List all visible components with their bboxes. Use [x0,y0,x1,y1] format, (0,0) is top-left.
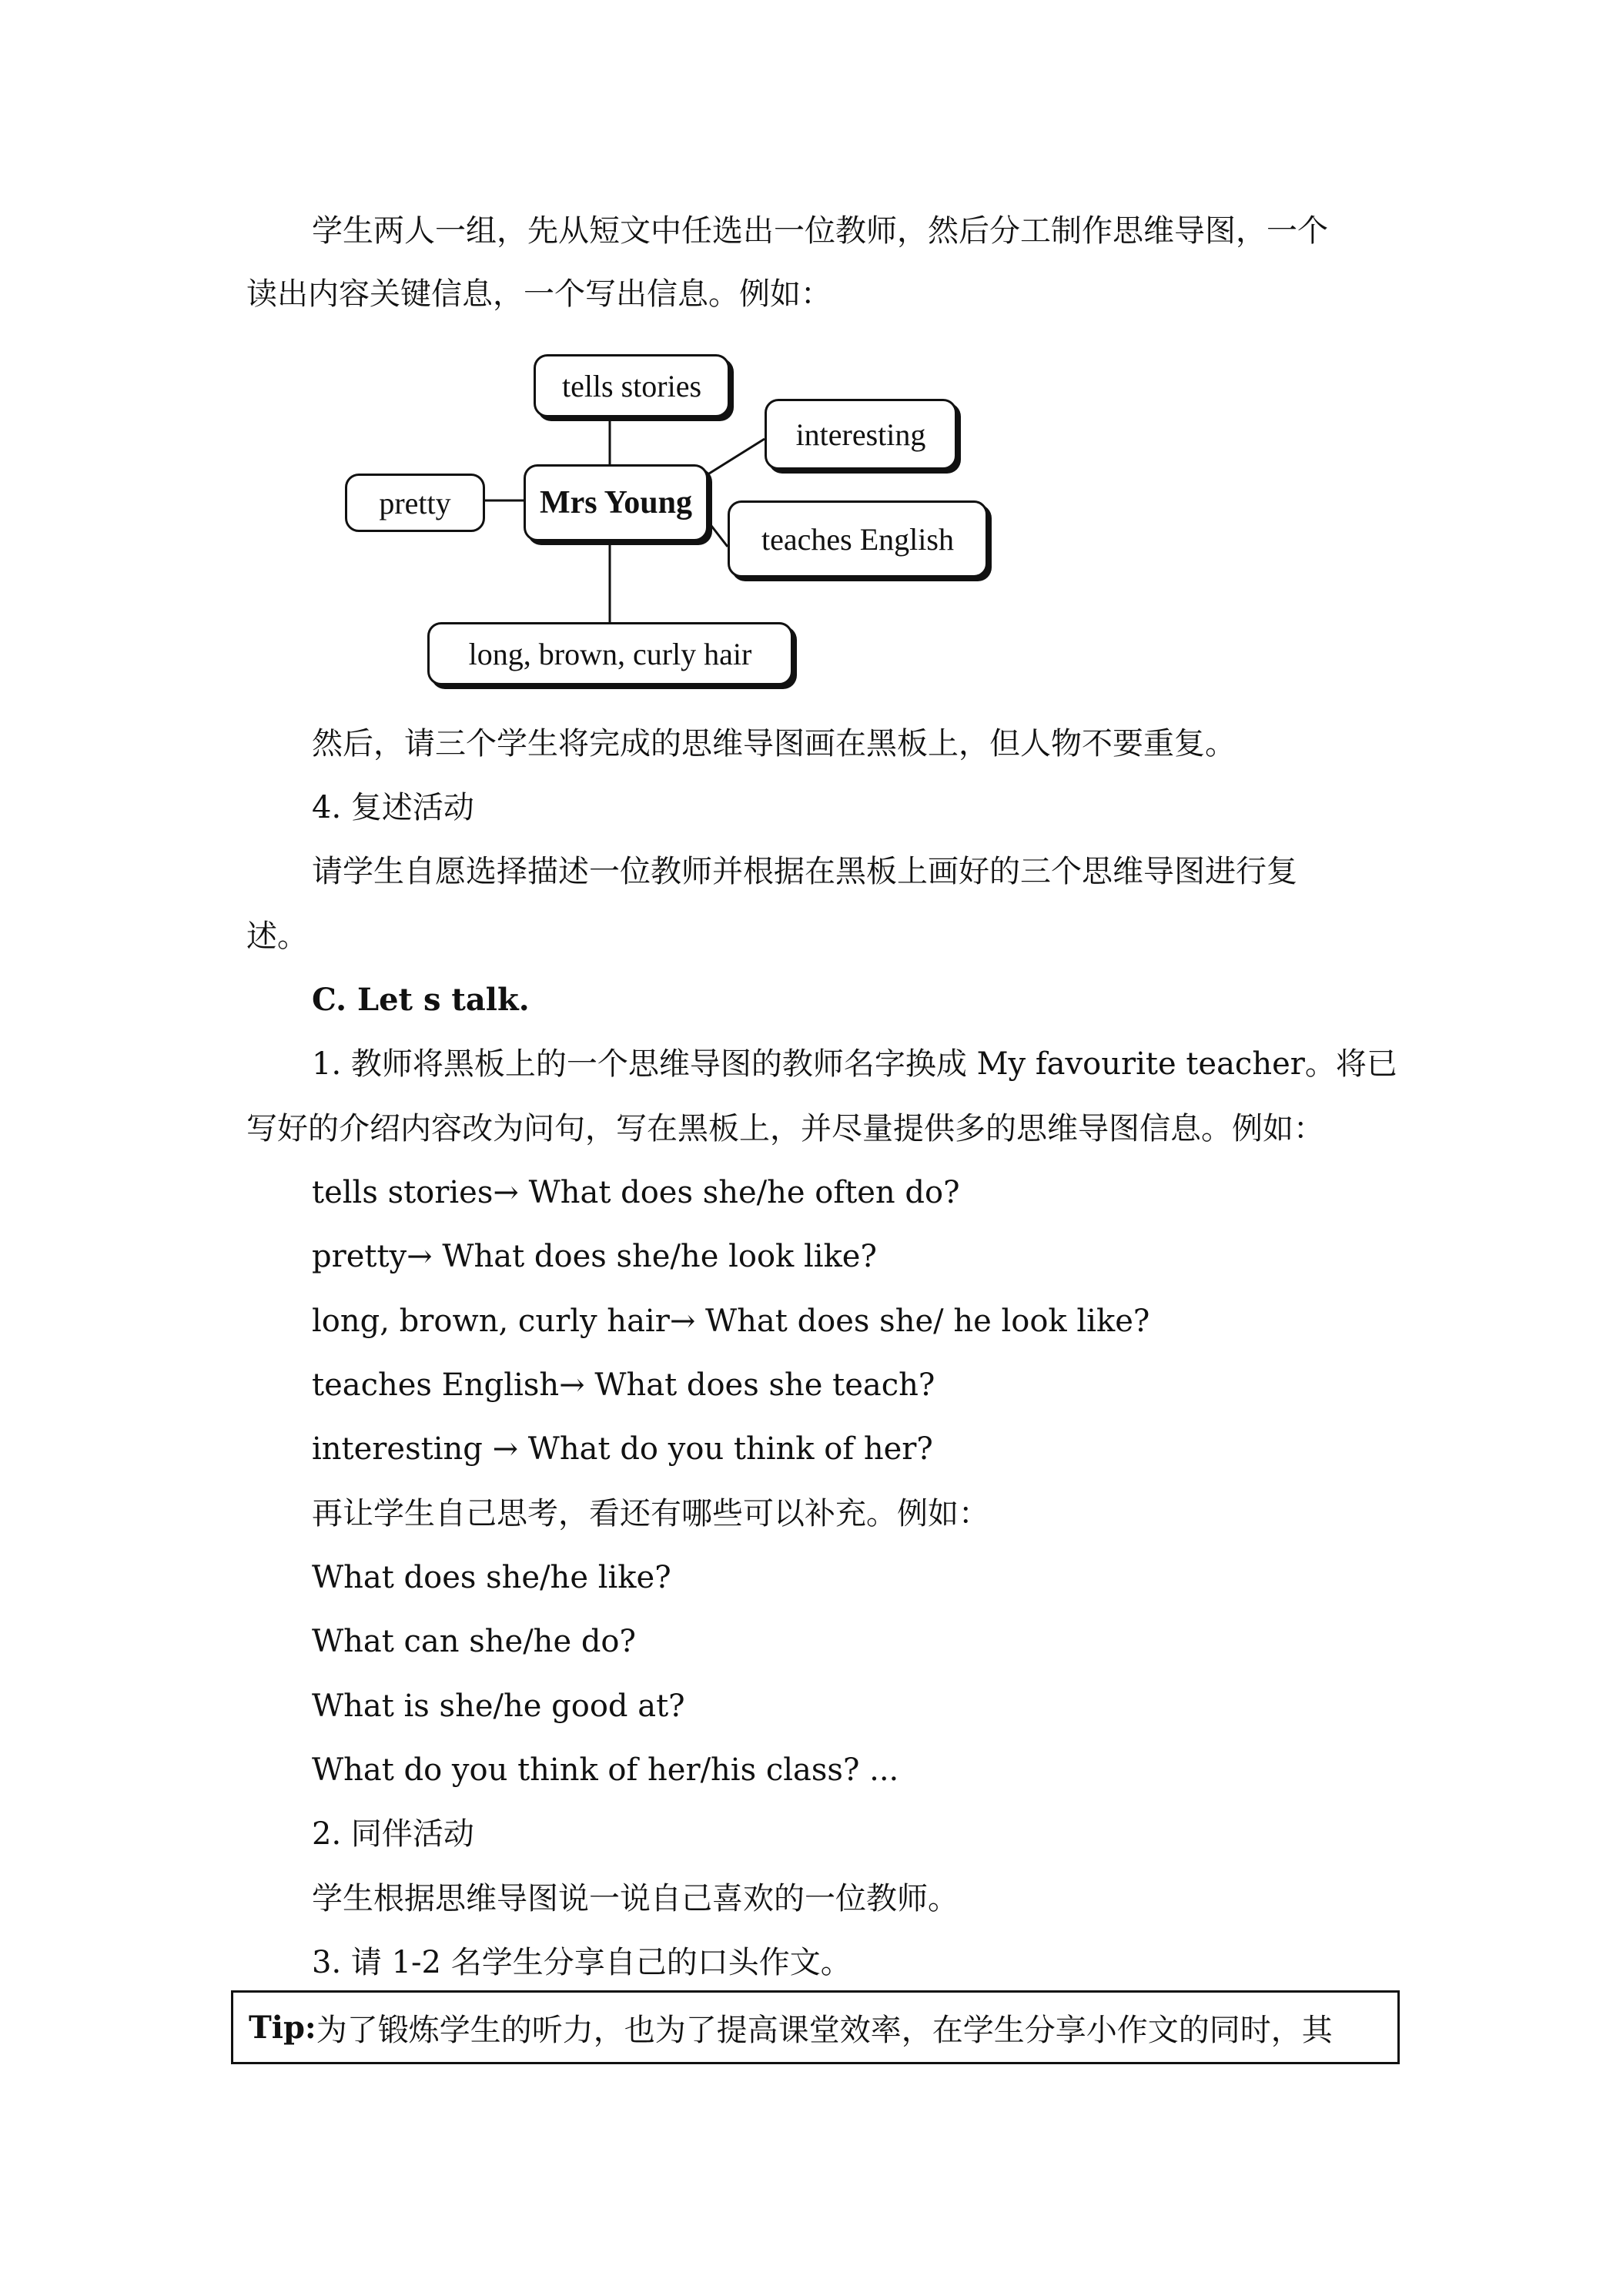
mind-map-node-upper-right: interesting [765,399,957,470]
question-5: interesting → What do you think of her? [312,1431,933,1467]
mind-map-node-left: pretty [345,474,485,532]
extra-question-4: What do you think of her/his class? ... [312,1752,899,1788]
mind-map-node-center: Mrs Young [524,464,708,541]
paragraph-2: 然后，请三个学生将完成的思维导图画在黑板上，但人物不要重复。 [312,726,1236,761]
extra-question-1: What does she/he like? [312,1560,671,1595]
step-2-title: 2. 同伴活动 [312,1816,474,1852]
mind-map-node-right: teaches English [728,500,988,577]
tip-text: 为了锻炼学生的听力，也为了提高课堂效率，在学生分享小作文的同时，其 [316,2012,1333,2048]
question-3: long, brown, curly hair→ What does she/ he look like? [312,1304,1150,1339]
extra-question-3: What is she/he good at? [312,1689,685,1724]
mind-map-node-bottom: long, brown, curly hair [427,622,793,685]
mind-map-node-top: tells stories [534,354,730,417]
section-c-title: C. Let s talk. [312,982,530,1018]
step-3-text: 3. 请 1-2 名学生分享自己的口头作文。 [312,1945,852,1980]
think-more: 再让学生自己思考，看还有哪些可以补充。例如： [312,1496,989,1531]
c1-line-2: 写好的介绍内容改为问句，写在黑板上，并尽量提供多的思维导图信息。例如： [246,1111,1324,1146]
question-1: tells stories→ What does she/he often do? [312,1175,960,1210]
question-4: teaches English→ What does she teach? [312,1367,935,1403]
tip-label: Tip: [249,2009,316,2046]
step-4-line-2: 述。 [246,919,308,954]
step-4-title: 4. 复述活动 [312,790,474,825]
paragraph-1-line-1: 学生两人一组，先从短文中任选出一位教师，然后分工制作思维导图，一个 [312,213,1328,249]
paragraph-1-line-2: 读出内容关键信息，一个写出信息。例如： [246,276,832,312]
question-2: pretty→ What does she/he look like? [312,1239,877,1274]
tip-box [231,1990,1400,2064]
extra-question-2: What can she/he do? [312,1624,636,1659]
c1-line-1: 1. 教师将黑板上的一个思维导图的教师名字换成 My favourite teacher。将已 [312,1046,1397,1082]
step-4-line-1: 请学生自愿选择描述一位教师并根据在黑板上画好的三个思维导图进行复 [312,854,1297,889]
step-2-text: 学生根据思维导图说一说自己喜欢的一位教师。 [312,1881,959,1916]
